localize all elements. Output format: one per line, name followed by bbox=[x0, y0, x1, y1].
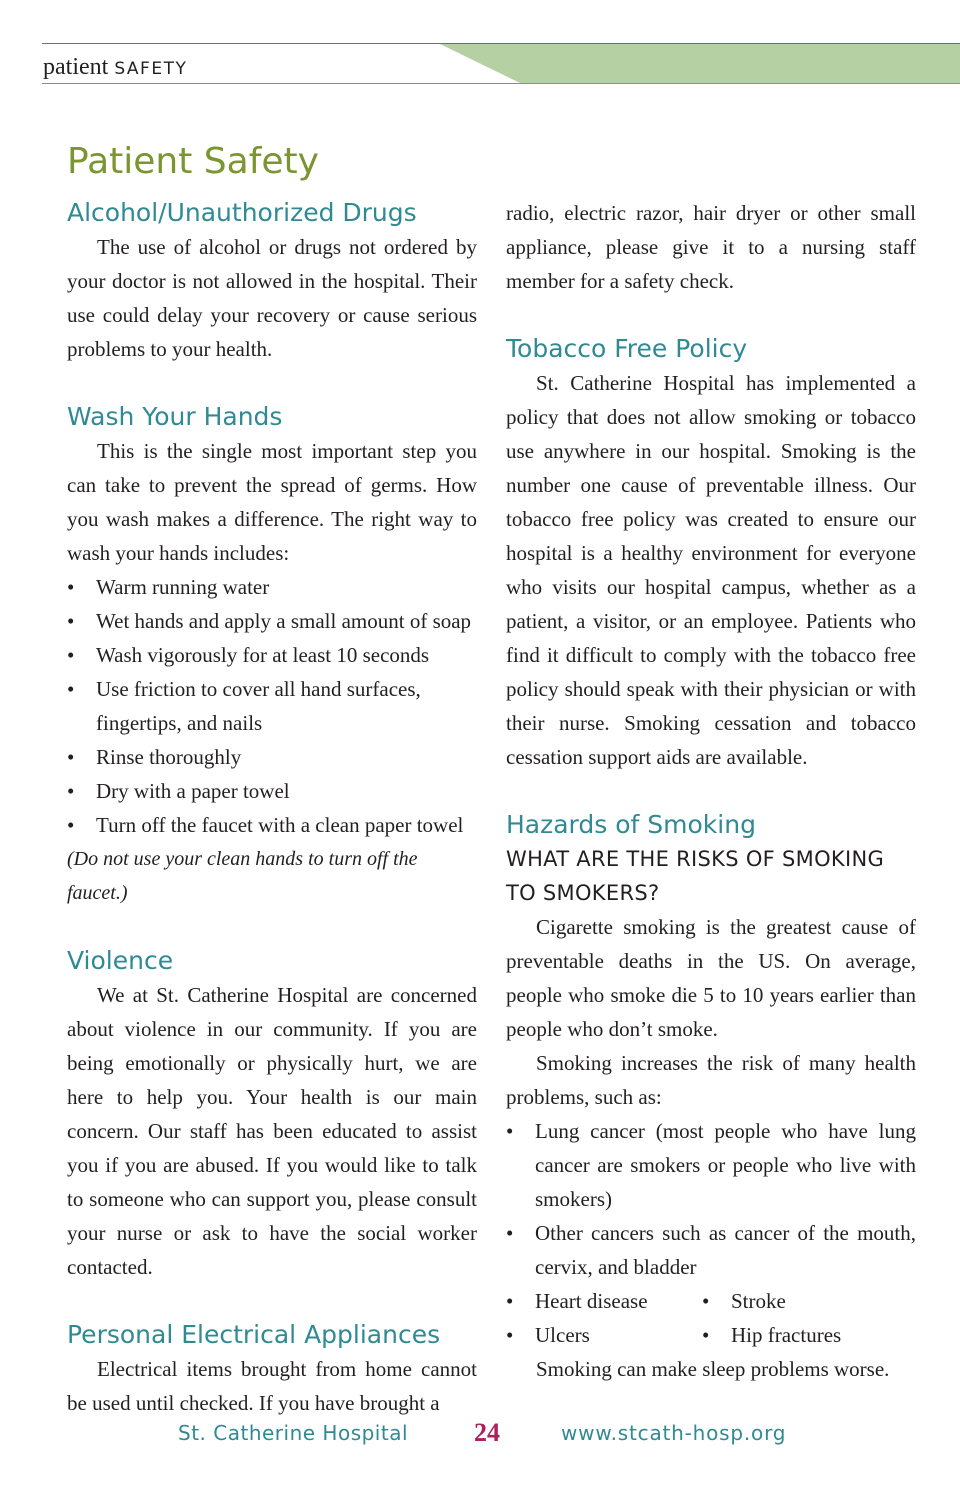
appliances-heading: Personal Electrical Appliances bbox=[67, 1320, 441, 1349]
alcohol-body: The use of alcohol or drugs not ordered by your doctor is not allowed in the hospital. Their use could delay your recovery or cause serious problems to your health. bbox=[67, 235, 477, 361]
hazards-list-column-b bbox=[702, 1284, 902, 1352]
hazards-list bbox=[506, 1114, 916, 1284]
right-column bbox=[506, 196, 916, 1386]
violence-body: We at St. Catherine Hospital are concerned about violence in our community. If you are being emotionally or physically hurt, we are here to help you. Your health is our main concern. Our staff has been educated to assist you if you are abused. If you would like to talk to someone who can support you, please consult your nurse or ask to have the social worker contacted. bbox=[67, 983, 477, 1279]
wash-hands-list bbox=[67, 570, 477, 842]
wash-hands-heading: Wash Your Hands bbox=[67, 402, 283, 431]
footer-hospital-name: St. Catherine Hospital bbox=[178, 1421, 409, 1445]
hazards-subheading: WHAT ARE THE RISKS OF SMOKING TO SMOKERS? bbox=[506, 847, 885, 905]
wash-hands-body: This is the single most important step you can take to prevent the spread of germs. How you wash makes a difference. The right way to wash your hands includes: bbox=[67, 439, 477, 565]
hazards-paragraph-2: Smoking increases the risk of many health problems, such as: bbox=[506, 1051, 916, 1109]
list-item: • Wet hands and apply a small amount of soap bbox=[67, 604, 477, 638]
list-item: • Heart disease bbox=[506, 1284, 702, 1318]
tobacco-heading: Tobacco Free Policy bbox=[506, 334, 748, 363]
list-item: • Other cancers such as cancer of the mouth, cervix, and bladder bbox=[506, 1216, 916, 1284]
hazards-list-column-a bbox=[506, 1284, 702, 1352]
hazards-paragraph-1: Cigarette smoking is the greatest cause of preventable deaths in the US. On average, people who smoke die 5 to 10 years earlier than people who don’t smoke. bbox=[506, 915, 916, 1041]
alcohol-heading: Alcohol/Unauthorized Drugs bbox=[67, 198, 417, 227]
list-item: • Hip fractures bbox=[702, 1318, 902, 1352]
wash-hands-note: (Do not use your clean hands to turn off the faucet.) bbox=[67, 848, 418, 904]
header-band-shape bbox=[440, 44, 960, 83]
page-number: 24 bbox=[474, 1418, 500, 1447]
section-label bbox=[43, 52, 187, 84]
list-item: • Ulcers bbox=[506, 1318, 702, 1352]
page-footer bbox=[0, 1416, 960, 1450]
list-item: • Wash vigorously for at least 10 seconds bbox=[67, 638, 477, 672]
list-item: • Stroke bbox=[702, 1284, 902, 1318]
list-item: • Lung cancer (most people who have lung cancer are smokers or people who live with smokers) bbox=[506, 1114, 916, 1216]
hazards-short-list bbox=[506, 1284, 916, 1352]
left-column bbox=[67, 196, 477, 1420]
footer-url: www.stcath-hosp.org bbox=[561, 1421, 787, 1445]
list-item: • Warm running water bbox=[67, 570, 477, 604]
tobacco-body: St. Catherine Hospital has implemented a policy that does not allow smoking or tobacco use anywhere in our hospital. Smoking is the number one cause of preventable illness. Our tobacco free policy was created to ensure our hospital is a healthy environment for everyone who visits our hospital campus, whether as a patient, a visitor, or an employee. Patients who find it difficult to comply with the tobacco free policy should speak with their physician or with their nurse. Smoking cessation and tobacco cessation support aids are available. bbox=[506, 371, 916, 769]
list-item: • Rinse thoroughly bbox=[67, 740, 477, 774]
hazards-closing: Smoking can make sleep problems worse. bbox=[536, 1357, 890, 1381]
header-accent-band bbox=[440, 44, 960, 83]
hazards-heading: Hazards of Smoking bbox=[506, 810, 756, 839]
appliances-body-continued: radio, electric razor, hair dryer or other small appliance, please give it to a nursing staff member for a safety check. bbox=[506, 201, 916, 293]
list-item: • Use friction to cover all hand surfaces, fingertips, and nails bbox=[67, 672, 477, 740]
list-item: • Dry with a paper towel bbox=[67, 774, 477, 808]
violence-heading: Violence bbox=[67, 946, 174, 975]
list-item: • Turn off the faucet with a clean paper towel bbox=[67, 808, 477, 842]
appliances-body-start: Electrical items brought from home cannot be used until checked. If you have brought a bbox=[67, 1357, 477, 1415]
page-title: Patient Safety bbox=[67, 141, 319, 182]
section-label-lower: patient bbox=[43, 54, 109, 80]
section-label-upper: SAFETY bbox=[114, 59, 188, 79]
